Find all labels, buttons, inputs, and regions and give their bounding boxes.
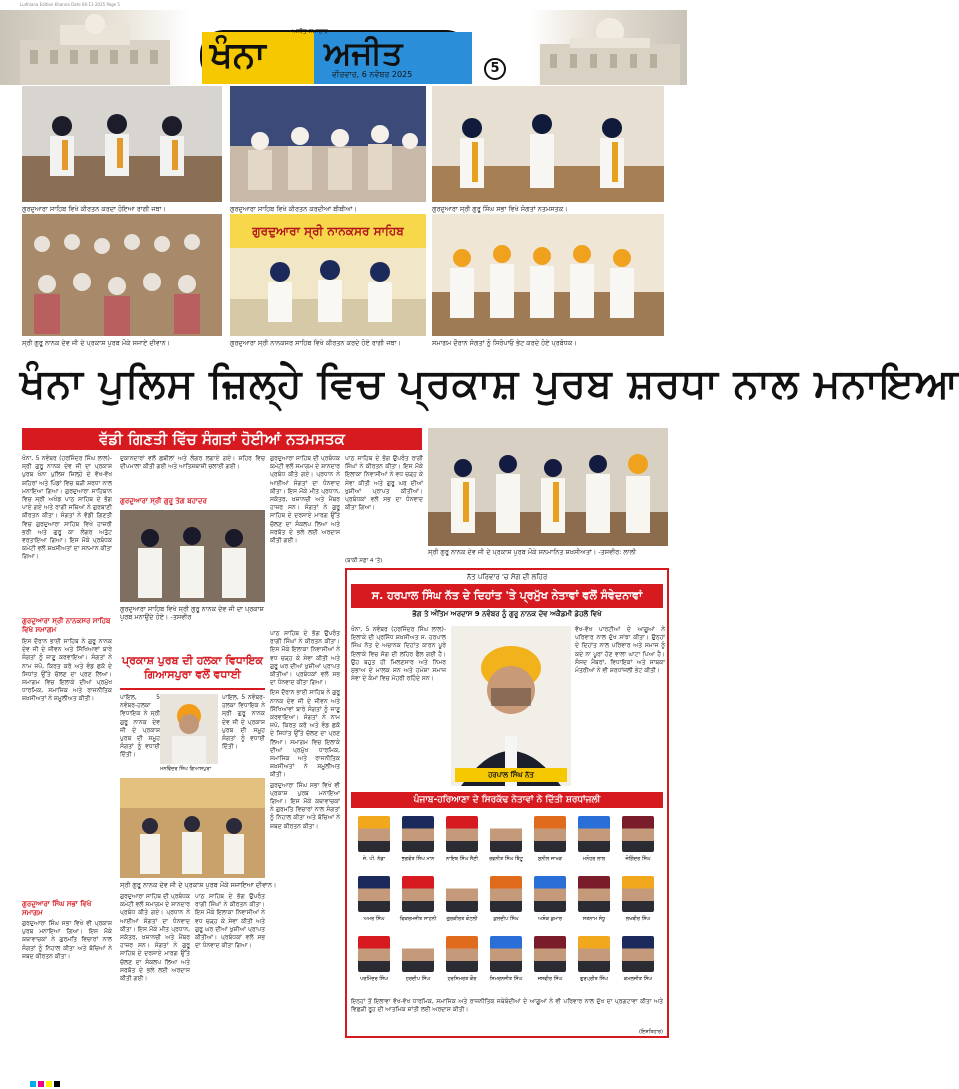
leader-name: ਪਰਮਿੰਦਰ ਸਿੰਘ	[360, 976, 388, 982]
photo-caption: ਗੁਰਦੁਆਰਾ ਸਾਹਿਬ ਵਿਖੇ ਕੀਰਤਨ ਕਰਦਾ ਹੋਇਆ ਰਾਗੀ ਜਥਾ।	[22, 205, 166, 213]
leader-portrait	[529, 874, 571, 932]
leader-photo	[446, 936, 478, 972]
photo-bottom-diwan	[120, 778, 265, 878]
leader-portrait	[353, 814, 395, 872]
leader-photo	[490, 876, 522, 912]
leader-photo	[534, 936, 566, 972]
article-subhead: ਗੁਰਦੁਆਰਾ ਸ੍ਰੀ ਗੁਰੂ ਤੇਗ ਬਹਾਦਰ	[120, 497, 207, 505]
leader-portrait	[485, 814, 527, 872]
leader-portrait	[397, 874, 439, 932]
photo-caption: ਸ੍ਰੀ ਗੁਰੂ ਨਾਨਕ ਦੇਵ ਜੀ ਦੇ ਪ੍ਰਕਾਸ਼ ਪੁਰਬ ਮੌਕੇ ਸਜਾਏ ਦੀਵਾਨ।	[22, 339, 171, 347]
photo-kirtan-1	[22, 86, 222, 202]
main-headline: ਖੰਨਾ ਪੁਲਿਸ ਜ਼ਿਲ੍ਹੇ ਵਿਚ ਪ੍ਰਕਾਸ਼ ਪੁਰਬ ਸ਼ਰਧਾ ਨਾਲ ਮਨਾਇਆ	[20, 360, 959, 407]
deceased-portrait	[451, 626, 571, 786]
obituary-text-left: ਖੰਨਾ, 5 ਨਵੰਬਰ (ਹਰਜਿੰਦਰ ਸਿੰਘ ਲਾਲ)-ਇਲਾਕੇ ਦੀ ਪ੍ਰਸਿੱਧ ਸ਼ਖ਼ਸੀਅਤ ਸ. ਹਰਪਾਲ ਸਿੰਘ ਨੱਤ ਦੇ ਅਚਾਨਕ ਦਿਹਾਂਤ ਕਾਰਨ ਪੂਰੇ ਇਲਾਕੇ ਵਿਚ ਸੋਗ ਦੀ ਲਹਿਰ ਫੈਲ ਗਈ ਹੈ। ਉਹ ਬਹੁਤ ਹੀ ਮਿਲਣਸਾਰ ਅਤੇ ਨਿਮਰ ਸੁਭਾਅ ਦੇ ਮਾਲਕ ਸਨ ਅਤੇ ਹਮੇਸ਼ਾ ਸਮਾਜ ਸੇਵਾ ਦੇ ਕੰਮਾਂ ਵਿਚ ਮੋਹਰੀ ਰਹਿੰਦੇ ਸਨ।	[351, 626, 446, 683]
edition-name: ਖੰਨਾ	[210, 34, 266, 76]
leader-photo	[622, 936, 654, 972]
leader-name: ਗੁਰਪ੍ਰੀਤ ਸਿੰਘ	[580, 976, 608, 982]
mla-name: ਮਨਵਿੰਦਰ ਸਿੰਘ ਗਿਆਸਪੁਰਾ	[160, 766, 212, 772]
gurdwara-image-left	[0, 10, 190, 85]
leader-photo	[534, 876, 566, 912]
photo-honour-ceremony	[432, 214, 664, 336]
greetings-box-headline: ਪ੍ਰਕਾਸ਼ ਪੁਰਬ ਦੀ ਹਲਕਾ ਵਿਧਾਇਕ ਗਿਆਸਪੁਰਾ ਵਲੋਂ ਵਧਾਈ	[120, 650, 265, 690]
article-column-1c: ਗੁਰਦੁਆਰਾ ਸਿੰਘ ਸਭਾ ਵਿਖੇ ਵੀ ਪ੍ਰਕਾਸ਼ ਪੁਰਬ ਮਨਾਇਆ ਗਿਆ। ਇਸ ਮੌਕੇ ਕਥਾਵਾਚਕਾਂ ਨੇ ਗੁਰਮਤਿ ਵਿਚਾਰਾਂ ਨਾਲ ਸੰਗਤਾਂ ਨੂੰ ਨਿਹਾਲ ਕੀਤਾ ਅਤੇ ਬੱਚਿਆਂ ਨੇ ਸ਼ਬਦ ਕੀਰਤਨ ਕੀਤਾ।	[22, 920, 112, 960]
leader-portrait	[353, 934, 395, 992]
article-column-1b: ਇਸ ਦੌਰਾਨ ਭਾਈ ਸਾਹਿਬ ਨੇ ਗੁਰੂ ਨਾਨਕ ਦੇਵ ਜੀ ਦੇ ਜੀਵਨ ਅਤੇ ਸਿੱਖਿਆਵਾਂ ਬਾਰੇ ਸੰਗਤਾਂ ਨੂੰ ਜਾਣੂ ਕਰਵਾਇਆ। ਸੰਗਤਾਂ ਨੇ ਨਾਮ ਜਪੋ, ਕਿਰਤ ਕਰੋ ਅਤੇ ਵੰਡ ਛਕੋ ਦੇ ਸਿਧਾਂਤ ਉੱਤੇ ਚੱਲਣ ਦਾ ਪ੍ਰਣ ਲਿਆ। ਸਮਾਗਮ ਵਿਚ ਇਲਾਕੇ ਦੀਆਂ ਪ੍ਰਮੁੱਖ ਧਾਰਮਿਕ, ਸਮਾਜਿਕ ਅਤੇ ਰਾਜਨੀਤਿਕ ਸ਼ਖ਼ਸੀਅਤਾਂ ਨੇ ਸ਼ਮੂਲੀਅਤ ਕੀਤੀ।	[22, 638, 112, 703]
leader-portrait	[617, 874, 659, 932]
article-column-4: ਪਾਠ ਸਾਹਿਬ ਦੇ ਭੋਗ ਉਪਰੰਤ ਰਾਗੀ ਸਿੰਘਾਂ ਨੇ ਕੀਰਤਨ ਕੀਤਾ। ਇਸ ਮੌਕੇ ਇਲਾਕਾ ਨਿਵਾਸੀਆਂ ਨੇ ਵਧ ਚੜ੍ਹ ਕੇ ਸੇਵਾ ਕੀਤੀ ਅਤੇ ਗੁਰੂ ਘਰ ਦੀਆਂ ਖੁਸ਼ੀਆਂ ਪ੍ਰਾਪਤ ਕੀਤੀਆਂ। ਪ੍ਰਬੰਧਕਾਂ ਵਲੋਂ ਸਭ ਦਾ ਧੰਨਵਾਦ ਕੀਤਾ ਗਿਆ।	[345, 455, 423, 512]
leader-photo	[446, 876, 478, 912]
masthead	[0, 10, 687, 85]
leader-portrait	[353, 874, 395, 932]
leader-photo	[490, 816, 522, 852]
leader-photo	[402, 816, 434, 852]
leader-portrait	[529, 934, 571, 992]
red-subheadline: ਵੱਡੀ ਗਿਣਤੀ ਵਿੱਚ ਸੰਗਤਾਂ ਹੋਈਆਂ ਨਤਮਸਤਕ	[22, 428, 422, 450]
article-column-3b: ਪਾਠ ਸਾਹਿਬ ਦੇ ਭੋਗ ਉਪਰੰਤ ਰਾਗੀ ਸਿੰਘਾਂ ਨੇ ਕੀਰਤਨ ਕੀਤਾ। ਇਸ ਮੌਕੇ ਇਲਾਕਾ ਨਿਵਾਸੀਆਂ ਨੇ ਵਧ ਚੜ੍ਹ ਕੇ ਸੇਵਾ ਕੀਤੀ ਅਤੇ ਗੁਰੂ ਘਰ ਦੀਆਂ ਖੁਸ਼ੀਆਂ ਪ੍ਰਾਪਤ ਕੀਤੀਆਂ। ਪ੍ਰਬੰਧਕਾਂ ਵਲੋਂ ਸਭ ਦਾ ਧੰਨਵਾਦ ਕੀਤਾ ਗਿਆ। ਇਸ ਦੌਰਾਨ ਭਾਈ ਸਾਹਿਬ ਨੇ ਗੁਰੂ ਨਾਨਕ ਦੇਵ ਜੀ ਦੇ ਜੀਵਨ ਅਤੇ ਸਿੱਖਿਆਵਾਂ ਬਾਰੇ ਸੰਗਤਾਂ ਨੂੰ ਜਾਣੂ ਕਰਵਾਇਆ। ਸੰਗਤਾਂ ਨੇ ਨਾਮ ਜਪੋ, ਕਿਰਤ ਕਰੋ ਅਤੇ ਵੰਡ ਛਕੋ ਦੇ ਸਿਧਾਂਤ ਉੱਤੇ ਚੱਲਣ ਦਾ ਪ੍ਰਣ ਲਿਆ। ਸਮਾਗਮ ਵਿਚ ਇਲਾਕੇ ਦੀਆਂ ਪ੍ਰਮੁੱਖ ਧਾਰਮਿਕ, ਸਮਾਜਿਕ ਅਤੇ ਰਾਜਨੀਤਿਕ ਸ਼ਖ਼ਸੀਅਤਾਂ ਨੇ ਸ਼ਮੂਲੀਅਤ ਕੀਤੀ। ਗੁਰਦੁਆਰਾ ਸਿੰਘ ਸਭਾ ਵਿਖੇ ਵੀ ਪ੍ਰਕਾਸ਼ ਪੁਰਬ ਮਨਾਇਆ ਗਿਆ। ਇਸ ਮੌਕੇ ਕਥਾਵਾਚਕਾਂ ਨੇ ਗੁਰਮਤਿ ਵਿਚਾਰਾਂ ਨਾਲ ਸੰਗਤਾਂ ਨੂੰ ਨਿਹਾਲ ਕੀਤਾ ਅਤੇ ਬੱਚਿਆਂ ਨੇ ਸ਼ਬਦ ਕੀਰਤਨ ਕੀਤਾ।	[270, 630, 340, 830]
leader-name: ਅਸ਼ੋਕ ਕੁਮਾਰ	[538, 916, 562, 922]
logo-tagline: ਅਜੀਤ ਸਮਾਚਾਰ	[292, 28, 328, 35]
photo-caption: ਸਮਾਗਮ ਦੌਰਾਨ ਸੰਗਤਾਂ ਨੂੰ ਸਿਰੋਪਾਓ ਭੇਟ ਕਰਦੇ ਹੋਏ ਪ੍ਰਬੰਧਕ।	[432, 339, 577, 347]
obituary-box	[345, 568, 669, 1038]
leader-photo	[358, 816, 390, 852]
photo-women-kirtan	[230, 86, 426, 202]
obituary-text-right: ਵੱਖ-ਵੱਖ ਪਾਰਟੀਆਂ ਦੇ ਆਗੂਆਂ ਨੇ ਪਰਿਵਾਰ ਨਾਲ ਦੁੱਖ ਸਾਂਝਾ ਕੀਤਾ। ਉਨ੍ਹਾਂ ਦੇ ਦਿਹਾਂਤ ਨਾਲ ਪਰਿਵਾਰ ਅਤੇ ਸਮਾਜ ਨੂੰ ਕਦੇ ਨਾ ਪੂਰਾ ਹੋਣ ਵਾਲਾ ਘਾਟਾ ਪਿਆ ਹੈ। ਸੰਸਦ ਮੈਂਬਰਾਂ, ਵਿਧਾਇਕਾਂ ਅਤੇ ਸਾਬਕਾ ਮੰਤਰੀਆਂ ਨੇ ਵੀ ਸ਼ਰਧਾਂਜਲੀ ਭੇਟ ਕੀਤੀ।	[575, 626, 665, 675]
article-column-2: ਦੁਕਾਨਦਾਰਾਂ ਵਲੋਂ ਛਬੀਲਾਂ ਅਤੇ ਲੰਗਰ ਲਗਾਏ ਗਏ। ਸ਼ਹਿਰ ਵਿਚ ਦੀਪਮਾਲਾ ਕੀਤੀ ਗਈ ਅਤੇ ਆਤਿਸ਼ਬਾਜ਼ੀ ਚਲਾਈ ਗਈ।	[120, 455, 265, 471]
leader-name: ਵਿਕਰਮਜੀਤ ਸਾਹਨੀ	[399, 916, 437, 922]
leader-portrait	[441, 874, 483, 932]
photo-nanaksar-kirtan	[230, 214, 426, 336]
leader-photo	[402, 936, 434, 972]
leader-photo	[622, 816, 654, 852]
leader-photo	[578, 936, 610, 972]
photo-caption: ਸ੍ਰੀ ਗੁਰੂ ਨਾਨਕ ਦੇਵ ਜੀ ਦੇ ਪ੍ਰਕਾਸ਼ ਪੁਰਬ ਮੌਕੇ ਸਨਮਾਨਿਤ ਸ਼ਖ਼ਸੀਅਤਾਂ। -ਤਸਵੀਰ: ਲਾਲੀ	[428, 548, 637, 556]
leader-portrait	[485, 934, 527, 992]
print-registration-strip	[0, 1078, 687, 1089]
obituary-subline: ਭੋਗ ਤੇ ਅੰਤਿਮ ਅਰਦਾਸ 9 ਨਵੰਬਰ ਨੂੰ ਗੁਰੂ ਨਾਨਕ ਦੇਵ ਅਕੈਡਮੀ ਡੇਹਲੋਂ ਵਿਖੇ	[412, 610, 602, 618]
mla-portrait	[160, 694, 218, 764]
leader-name: ਮਨੋਹਰ ਲਾਲ	[582, 856, 606, 862]
leader-photo	[358, 876, 390, 912]
leader-name: ਕਮਲਜੀਤ ਸਿੰਘ	[623, 976, 653, 982]
leader-portrait	[573, 874, 615, 932]
obituary-headline: ਸ. ਹਰਪਾਲ ਸਿੰਘ ਨੱਤ ਦੇ ਦਿਹਾਂਤ 'ਤੇ ਪ੍ਰਮੁੱਖ ਨੇਤਾਵਾਂ ਵਲੋਂ ਸੰਵੇਦਨਾਵਾਂ	[351, 584, 663, 608]
photo-sangat-crowd	[22, 214, 222, 336]
leader-portrait	[617, 814, 659, 872]
page-number: 5	[484, 58, 506, 80]
leader-name: ਭਗਵੰਤ ਸਿੰਘ ਮਾਨ	[401, 856, 435, 862]
photo-sangat-gurdwara	[432, 86, 664, 202]
leader-name: ਗੁਰਕੀਰਤ ਕੋਟਲੀ	[446, 916, 478, 922]
tribute-headline: ਪੰਜਾਬ-ਹਰਿਆਣਾ ਦੇ ਸਿਰਕੱਢ ਨੇਤਾਵਾਂ ਨੇ ਦਿੱਤੀ ਸ਼ਰਧਾਂਜਲੀ	[351, 792, 663, 808]
article-column-1: ਖੰਨਾ, 5 ਨਵੰਬਰ (ਹਰਜਿੰਦਰ ਸਿੰਘ ਲਾਲ)-ਸ੍ਰੀ ਗੁਰੂ ਨਾਨਕ ਦੇਵ ਜੀ ਦਾ ਪ੍ਰਕਾਸ਼ ਪੁਰਬ ਖੰਨਾ ਪੁਲਿਸ ਜ਼ਿਲ੍ਹੇ ਦੇ ਵੱਖ-ਵੱਖ ਸ਼ਹਿਰਾਂ ਅਤੇ ਪਿੰਡਾਂ ਵਿਚ ਬੜੀ ਸ਼ਰਧਾ ਨਾਲ ਮਨਾਇਆ ਗਿਆ। ਗੁਰਦੁਆਰਾ ਸਾਹਿਬਾਨ ਵਿਚ ਸ੍ਰੀ ਅਖੰਡ ਪਾਠ ਸਾਹਿਬ ਦੇ ਭੋਗ ਪਾਏ ਗਏ ਅਤੇ ਰਾਗੀ ਜਥਿਆਂ ਨੇ ਗੁਰਬਾਣੀ ਕੀਰਤਨ ਕੀਤਾ। ਸੰਗਤਾਂ ਨੇ ਵੱਡੀ ਗਿਣਤੀ ਵਿਚ ਗੁਰਦੁਆਰਾ ਸਾਹਿਬ ਵਿਖੇ ਹਾਜ਼ਰੀ ਭਰੀ ਅਤੇ ਗੁਰੂ ਕਾ ਲੰਗਰ ਅਤੁੱਟ ਵਰਤਾਇਆ ਗਿਆ। ਇਸ ਮੌਕੇ ਪ੍ਰਬੰਧਕ ਕਮੇਟੀ ਵਲੋਂ ਸ਼ਖ਼ਸੀਅਤਾਂ ਦਾ ਸਨਮਾਨ ਕੀਤਾ ਗਿਆ।	[22, 455, 112, 561]
photo-caption: ਗੁਰਦੁਆਰਾ ਸਾਹਿਬ ਵਿਖੇ ਸ੍ਰੀ ਗੁਰੂ ਨਾਨਕ ਦੇਵ ਜੀ ਦਾ ਪ੍ਰਕਾਸ਼ ਪੁਰਬ ਮਨਾਉਂਦੇ ਹੋਏ। -ਤਸਵੀਰ	[120, 605, 264, 621]
leader-name: ਜੇ. ਪੀ. ਨੱਡਾ	[362, 856, 386, 862]
continued-note: (ਬਾਕੀ ਸਫ਼ਾ 4 'ਤੇ)	[345, 558, 383, 564]
article-column-2c: ਪਾਠ ਸਾਹਿਬ ਦੇ ਭੋਗ ਉਪਰੰਤ ਰਾਗੀ ਸਿੰਘਾਂ ਨੇ ਕੀਰਤਨ ਕੀਤਾ। ਇਸ ਮੌਕੇ ਇਲਾਕਾ ਨਿਵਾਸੀਆਂ ਨੇ ਵਧ ਚੜ੍ਹ ਕੇ ਸੇਵਾ ਕੀਤੀ ਅਤੇ ਗੁਰੂ ਘਰ ਦੀਆਂ ਖੁਸ਼ੀਆਂ ਪ੍ਰਾਪਤ ਕੀਤੀਆਂ। ਪ੍ਰਬੰਧਕਾਂ ਵਲੋਂ ਸਭ ਦਾ ਧੰਨਵਾਦ ਕੀਤਾ ਗਿਆ।	[195, 893, 265, 950]
leader-portrait	[397, 814, 439, 872]
gurdwara-sign: ਗੁਰਦੁਆਰਾ ਸ੍ਰੀ ਨਾਨਕਸਰ ਸਾਹਿਬ	[252, 224, 404, 238]
leader-name: ਲਖਬੀਰ ਸਿੰਘ	[625, 916, 651, 922]
leader-name: ਸਿਮਰਨਜੀਤ ਸਿੰਘ	[489, 976, 523, 982]
leader-name: ਸੁਨੀਲ ਜਾਖੜ	[537, 856, 563, 862]
leader-name: ਕੁਲਦੀਪ ਸਿੰਘ	[493, 916, 519, 922]
greetings-box-text-2: ਪਾਇਲ, 5 ਨਵੰਬਰ-ਹਲਕਾ ਵਿਧਾਇਕ ਨੇ ਸ੍ਰੀ ਗੁਰੂ ਨਾਨਕ ਦੇਵ ਜੀ ਦੇ ਪ੍ਰਕਾਸ਼ ਪੁਰਬ ਦੀ ਸਮੂਹ ਸੰਗਤਾਂ ਨੂੰ ਵਧਾਈ ਦਿੱਤੀ।	[222, 694, 265, 751]
leader-portrait	[485, 874, 527, 932]
leader-photo	[446, 816, 478, 852]
leader-name: ਰਵਨੀਤ ਸਿੰਘ ਬਿੱਟੂ	[489, 856, 523, 862]
article-subhead: ਗੁਰਦੁਆਰਾ ਸਿੰਘ ਸਭਾ ਵਿਖੇ ਸਮਾਗਮ	[22, 900, 92, 917]
article-column-2b: ਗੁਰਦੁਆਰਾ ਸਾਹਿਬ ਦੀ ਪ੍ਰਬੰਧਕ ਕਮੇਟੀ ਵਲੋਂ ਸਮਾਗਮ ਦੇ ਸ਼ਾਨਦਾਰ ਪ੍ਰਬੰਧ ਕੀਤੇ ਗਏ। ਪ੍ਰਧਾਨ ਨੇ ਆਈਆਂ ਸੰਗਤਾਂ ਦਾ ਧੰਨਵਾਦ ਕੀਤਾ। ਇਸ ਮੌਕੇ ਮੀਤ ਪ੍ਰਧਾਨ, ਸਕੱਤਰ, ਖ਼ਜ਼ਾਨਚੀ ਅਤੇ ਮੈਂਬਰ ਹਾਜ਼ਰ ਸਨ। ਸੰਗਤਾਂ ਨੇ ਗੁਰੂ ਸਾਹਿਬ ਦੇ ਦਰਸਾਏ ਮਾਰਗ ਉੱਤੇ ਚੱਲਣ ਦਾ ਸੰਕਲਪ ਲਿਆ ਅਤੇ ਸਰਬੱਤ ਦੇ ਭਲੇ ਲਈ ਅਰਦਾਸ ਕੀਤੀ ਗਈ।	[120, 893, 190, 983]
leader-portrait	[441, 934, 483, 992]
leader-name: ਜਸਵੀਰ ਸਿੰਘ	[537, 976, 563, 982]
leader-photo	[402, 876, 434, 912]
leader-photo	[490, 936, 522, 972]
photo-caption: ਗੁਰਦੁਆਰਾ ਸ੍ਰੀ ਗੁਰੂ ਸਿੰਘ ਸਭਾ ਵਿਖੇ ਸੰਗਤਾਂ ਨਤਮਸਤਕ।	[432, 205, 568, 213]
deceased-name-badge: ਹਰਪਾਲ ਸਿੰਘ ਨੱਤ	[455, 768, 567, 782]
issue-date: ਵੀਰਵਾਰ, 6 ਨਵੰਬਰ 2025	[332, 70, 413, 79]
leader-photo	[534, 816, 566, 852]
photo-caption: ਗੁਰਦੁਆਰਾ ਸਾਹਿਬ ਵਿਖੇ ਕੀਰਤਨ ਕਰਦੀਆਂ ਬੀਬੀਆਂ।	[230, 205, 357, 213]
leader-photo	[578, 876, 610, 912]
leader-photo	[358, 936, 390, 972]
leader-photo	[622, 876, 654, 912]
newspaper-name: ਅਜੀਤ	[324, 34, 403, 72]
leader-name: ਜੋਗਿੰਦਰ ਸਿੰਘ	[625, 856, 651, 862]
article-column-3: ਗੁਰਦੁਆਰਾ ਸਾਹਿਬ ਦੀ ਪ੍ਰਬੰਧਕ ਕਮੇਟੀ ਵਲੋਂ ਸਮਾਗਮ ਦੇ ਸ਼ਾਨਦਾਰ ਪ੍ਰਬੰਧ ਕੀਤੇ ਗਏ। ਪ੍ਰਧਾਨ ਨੇ ਆਈਆਂ ਸੰਗਤਾਂ ਦਾ ਧੰਨਵਾਦ ਕੀਤਾ। ਇਸ ਮੌਕੇ ਮੀਤ ਪ੍ਰਧਾਨ, ਸਕੱਤਰ, ਖ਼ਜ਼ਾਨਚੀ ਅਤੇ ਮੈਂਬਰ ਹਾਜ਼ਰ ਸਨ। ਸੰਗਤਾਂ ਨੇ ਗੁਰੂ ਸਾਹਿਬ ਦੇ ਦਰਸਾਏ ਮਾਰਗ ਉੱਤੇ ਚੱਲਣ ਦਾ ਸੰਕਲਪ ਲਿਆ ਅਤੇ ਸਰਬੱਤ ਦੇ ਭਲੇ ਲਈ ਅਰਦਾਸ ਕੀਤੀ ਗਈ।	[270, 455, 340, 545]
greetings-box-text: ਪਾਇਲ, 5 ਨਵੰਬਰ-ਹਲਕਾ ਵਿਧਾਇਕ ਨੇ ਸ੍ਰੀ ਗੁਰੂ ਨਾਨਕ ਦੇਵ ਜੀ ਦੇ ਪ੍ਰਕਾਸ਼ ਪੁਰਬ ਦੀ ਸਮੂਹ ਸੰਗਤਾਂ ਨੂੰ ਵਧਾਈ ਦਿੱਤੀ।	[120, 694, 160, 759]
leader-name: ਹਰਸਿਮਰਤ ਕੌਰ	[447, 976, 477, 982]
leader-portrait	[617, 934, 659, 992]
print-info-strip: Ludhiana Edition Khanna Date 06-11-2025 Page 5	[20, 2, 120, 7]
photo-caption: ਸ੍ਰੀ ਗੁਰੂ ਨਾਨਕ ਦੇਵ ਜੀ ਦੇ ਪ੍ਰਕਾਸ਼ ਪੁਰਬ ਮੌਕੇ ਸਜਾਇਆ ਦੀਵਾਨ।	[120, 881, 277, 889]
gurdwara-image-right	[530, 10, 687, 85]
leader-name: ਅਮਰ ਸਿੰਘ	[363, 916, 385, 922]
leader-portrait	[529, 814, 571, 872]
leader-name: ਹਰਦੀਪ ਸਿੰਘ	[405, 976, 431, 982]
photo-siropa-honour	[428, 428, 668, 546]
obituary-top-line: ਨੱਤ ਪਰਿਵਾਰ 'ਚ ਸੋਗ ਦੀ ਲਹਿਰ	[466, 573, 548, 581]
leader-photo	[578, 816, 610, 852]
leader-name: ਸਤਨਾਮ ਸੰਧੂ	[582, 916, 606, 922]
leader-portrait	[573, 934, 615, 992]
advertisement-tag: (ਇਸ਼ਤਿਹਾਰ)	[639, 1029, 663, 1035]
leader-portrait	[573, 814, 615, 872]
article-subhead: ਗੁਰਦੁਆਰਾ ਸ੍ਰੀ ਨਾਨਕਸਰ ਸਾਹਿਬ ਵਿਖੇ ਸਮਾਗਮ	[22, 617, 111, 634]
leader-portrait	[397, 934, 439, 992]
photo-ragi-jatha	[120, 510, 265, 602]
leader-portrait	[441, 814, 483, 872]
leader-name: ਨਾਇਬ ਸਿੰਘ ਸੈਣੀ	[446, 856, 478, 862]
obituary-bottom-text: ਇਨ੍ਹਾਂ ਤੋਂ ਇਲਾਵਾ ਵੱਖ-ਵੱਖ ਧਾਰਮਿਕ, ਸਮਾਜਿਕ ਅਤੇ ਰਾਜਨੀਤਿਕ ਜਥੇਬੰਦੀਆਂ ਦੇ ਆਗੂਆਂ ਨੇ ਵੀ ਪਰਿਵਾਰ ਨਾਲ ਦੁੱਖ ਦਾ ਪ੍ਰਗਟਾਵਾ ਕੀਤਾ ਅਤੇ ਵਿਛੜੀ ਰੂਹ ਦੀ ਆਤਮਿਕ ਸ਼ਾਂਤੀ ਲਈ ਅਰਦਾਸ ਕੀਤੀ।	[351, 998, 663, 1014]
leaders-grid	[351, 814, 663, 994]
photo-caption: ਗੁਰਦੁਆਰਾ ਸ੍ਰੀ ਨਾਨਕਸਰ ਸਾਹਿਬ ਵਿਖੇ ਕੀਰਤਨ ਕਰਦੇ ਹੋਏ ਰਾਗੀ ਜਥਾ।	[230, 339, 401, 347]
